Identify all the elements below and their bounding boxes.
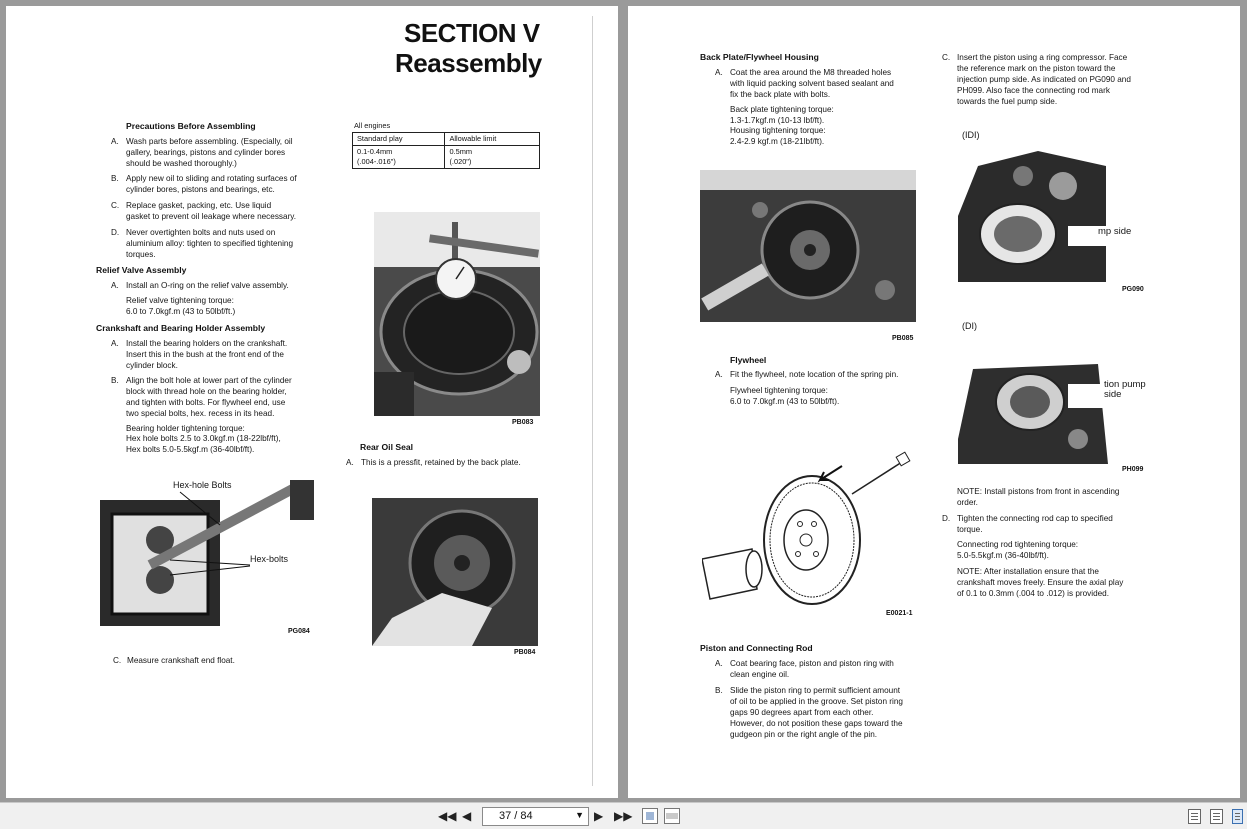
next-page-button[interactable]: [594, 809, 603, 823]
standard-play-imperial: (.004-.016"): [357, 157, 396, 166]
di-label: (DI): [962, 321, 977, 331]
paragraph-line: gudgeon pin or the right angle of the pin.: [730, 730, 878, 739]
torque-line: Relief valve tightening torque:: [126, 296, 234, 305]
first-page-icon: ◀◀: [438, 809, 457, 823]
torque-line: Flywheel tightening torque:: [730, 386, 828, 395]
flywheel-heading: Flywheel: [730, 355, 767, 365]
paragraph-line: gaps 90 degrees apart from each other.: [730, 708, 874, 717]
paragraph-line: of oil to be applied in the groove. Set piston ring: [730, 697, 903, 706]
paragraph-line: Align the bolt hole at lower part of the cylinder: [126, 376, 292, 385]
figure-label: PB083: [512, 419, 534, 426]
torque-line: Bearing holder tightening torque:: [126, 424, 245, 433]
note-line: NOTE: Install pistons from front in ascending: [957, 487, 1120, 496]
torque-line: 5.0-5.5kgf.m (36-40lbf/ft).: [957, 551, 1049, 560]
fit-width-icon: [666, 813, 678, 819]
item-letter: D.: [111, 228, 120, 237]
paragraph-line: and tighten with bolts. For flywheel end, use: [126, 398, 286, 407]
paragraph-line: Measure crankshaft end float.: [127, 656, 235, 665]
paragraph-line: cylinder block.: [126, 361, 178, 370]
torque-line: Hex bolts 5.0-5.5kgf.m (36-40lbf/ft).: [126, 445, 255, 454]
idi-label: (IDI): [962, 130, 980, 140]
end-float-table: [352, 132, 540, 169]
note-line: of 0.1 to 0.3mm (.004 to .012) is provided.: [957, 589, 1110, 598]
next-page-icon: ▶: [594, 809, 604, 823]
paragraph-line: Coat the area around the M8 threaded holes: [730, 68, 892, 77]
paragraph-line: Insert the piston using a ring compressor. Face: [957, 53, 1128, 62]
table-header-row: [353, 133, 540, 146]
paragraph-line: This is a pressfit, retained by the back plate.: [361, 458, 521, 467]
paragraph-line: Tighten the connecting rod cap to specified: [957, 514, 1113, 523]
item-letter: A.: [715, 68, 723, 77]
continuous-view-button[interactable]: [1210, 809, 1223, 824]
last-page-button[interactable]: [614, 809, 632, 823]
item-letter: A.: [715, 370, 723, 379]
table-row: [353, 146, 540, 169]
paragraph-line: Replace gasket, packing, etc. Use liquid: [126, 201, 272, 210]
item-letter: B.: [715, 686, 723, 695]
torque-line: Housing tightening torque:: [730, 126, 826, 135]
pump-side-label: tion pump: [1104, 379, 1146, 390]
item-letter: A.: [111, 339, 119, 348]
first-page-button[interactable]: [438, 809, 456, 823]
crankshaft-heading: Crankshaft and Bearing Holder Assembly: [96, 323, 266, 333]
single-page-view-button[interactable]: [1188, 809, 1201, 824]
item-letter: B.: [111, 174, 119, 183]
torque-line: Hex hole bolts 2.5 to 3.0kgf.m (18-22lbf/ft),: [126, 434, 281, 443]
pump-side-label: mp side: [1098, 226, 1132, 237]
paragraph-line: Fit the flywheel, note location of the spring pin.: [730, 370, 899, 379]
fit-width-button[interactable]: [664, 808, 680, 824]
torque-line: 1.3-1.7kgf.m (10-13 lbf/ft).: [730, 116, 825, 125]
paragraph-line: gallery, bearings, pistons and cylinder bores: [126, 148, 286, 157]
item-letter: A.: [346, 458, 354, 467]
note-line: NOTE: After installation ensure that the: [957, 567, 1099, 576]
paragraph-line: fix the back plate with bolts.: [730, 90, 831, 99]
rear-oil-seal-heading: Rear Oil Seal: [360, 442, 414, 452]
paragraph-line: PH099. Also face the connecting rod mark: [957, 86, 1110, 95]
page-indicator: 37 / 84: [499, 810, 533, 822]
section-subtitle: Reassembly: [395, 48, 542, 78]
relief-valve-heading: Relief Valve Assembly: [96, 265, 187, 275]
pump-side-label: side: [1104, 389, 1122, 400]
note-line: order.: [957, 498, 978, 507]
paragraph-line: Insert this in the bush at the front end of the: [126, 350, 284, 359]
paragraph-line: Apply new oil to sliding and rotating surfaces of: [126, 174, 297, 183]
item-letter: A.: [111, 281, 119, 290]
fit-page-icon: [646, 812, 654, 820]
figure-label: PH099: [1122, 466, 1144, 473]
item-letter: A.: [715, 659, 723, 668]
paragraph-line: Slide the piston ring to permit sufficient amount: [730, 686, 901, 695]
page-number-select[interactable]: [482, 807, 589, 826]
paragraph-line: with liquid packing solvent based sealant and: [730, 79, 894, 88]
back-plate-heading: Back Plate/Flywheel Housing: [700, 52, 819, 62]
torque-line: 2.4-2.9 kgf.m (18-21lbf/ft).: [730, 137, 825, 146]
allowable-limit-value: 0.5mm: [449, 147, 473, 156]
figure-label: PG084: [288, 628, 310, 635]
table-cell: [353, 146, 445, 169]
paragraph-line: cylinder bores, pistons and bearings, etc.: [126, 185, 275, 194]
item-letter: C.: [942, 53, 951, 62]
paragraph-line: Wash parts before assembling. (Especially, oil: [126, 137, 293, 146]
paragraph-line: two special bolts, hex. recess in its head.: [126, 409, 275, 418]
document-page-right: [628, 6, 1240, 798]
item-letter: A.: [111, 137, 119, 146]
table-header: Standard play: [353, 133, 445, 146]
section-title: SECTION V: [404, 18, 540, 48]
note-line: crankshaft moves freely. Ensure the axial play: [957, 578, 1124, 587]
last-page-icon: ▶▶: [614, 809, 633, 823]
viewer-toolbar: [0, 802, 1247, 829]
torque-line: Connecting rod tightening torque:: [957, 540, 1079, 549]
two-page-view-button[interactable]: [1232, 809, 1243, 824]
torque-line: Back plate tightening torque:: [730, 105, 834, 114]
paragraph-line: torque.: [957, 525, 983, 534]
paragraph-line: Never overtighten bolts and nuts used on: [126, 228, 276, 237]
item-letter: B.: [111, 376, 119, 385]
precautions-heading: Precautions Before Assembling: [126, 121, 256, 131]
paragraph-line: Install the bearing holders on the crankshaft.: [126, 339, 288, 348]
paragraph-line: block with thread hole on the bearing holder,: [126, 387, 287, 396]
paragraph-line: gasket to prevent oil leakage where necessary.: [126, 212, 297, 221]
paragraph-line: torques.: [126, 250, 156, 259]
torque-line: 6.0 to 7.0kgf.m (43 to 50lbf/ft.): [126, 307, 236, 316]
item-letter: C.: [111, 201, 120, 210]
di-engine-photo: [958, 364, 1108, 464]
item-letter: C.: [113, 656, 122, 665]
hex-hole-bolts-label: Hex-hole Bolts: [173, 480, 232, 490]
dial-indicator-photo: [374, 212, 540, 416]
paragraph-line: clean engine oil.: [730, 670, 790, 679]
figure-label: E0021-1: [886, 610, 913, 617]
figure-label: PB084: [514, 649, 536, 656]
idi-engine-photo: [958, 146, 1108, 282]
figure-label: PG090: [1122, 286, 1144, 293]
torque-line: 6.0 to 7.0kgf.m (43 to 50lbf/ft).: [730, 397, 840, 406]
paragraph-line: should be washed thoroughly.): [126, 159, 237, 168]
table-cell: [445, 146, 540, 169]
paragraph-line: the reference mark on the piston toward the: [957, 64, 1116, 73]
flywheel-diagram: [702, 444, 922, 608]
table-caption: All engines: [354, 121, 391, 130]
paragraph-line: Coat bearing face, piston and piston ring with: [730, 659, 894, 668]
previous-page-icon: ◀: [462, 809, 472, 823]
figure-label: PB085: [892, 335, 914, 342]
paragraph-line: aluminium alloy: tighten to specified tightening: [126, 239, 294, 248]
table-header: Allowable limit: [445, 133, 540, 146]
fit-page-button[interactable]: [642, 808, 658, 824]
page-gutter-line: [592, 16, 593, 786]
allowable-limit-imperial: (.020"): [449, 157, 472, 166]
rear-oil-seal-photo: [372, 498, 538, 646]
paragraph-line: injection pump side. As indicated on PG090 and: [957, 75, 1131, 84]
paragraph-line: towards the fuel pump side.: [957, 97, 1058, 106]
item-letter: D.: [942, 514, 951, 523]
standard-play-value: 0.1-0.4mm: [357, 147, 393, 156]
piston-heading: Piston and Connecting Rod: [700, 643, 813, 653]
paragraph-line: However, do not position these gaps toward the: [730, 719, 903, 728]
document-page-left: [6, 6, 618, 798]
chevron-down-icon: ▼: [575, 810, 584, 820]
previous-page-button[interactable]: [462, 809, 471, 823]
paragraph-line: Install an O-ring on the relief valve assembly.: [126, 281, 289, 290]
hex-bolts-label: Hex-bolts: [250, 554, 289, 564]
back-plate-photo: [700, 170, 916, 322]
